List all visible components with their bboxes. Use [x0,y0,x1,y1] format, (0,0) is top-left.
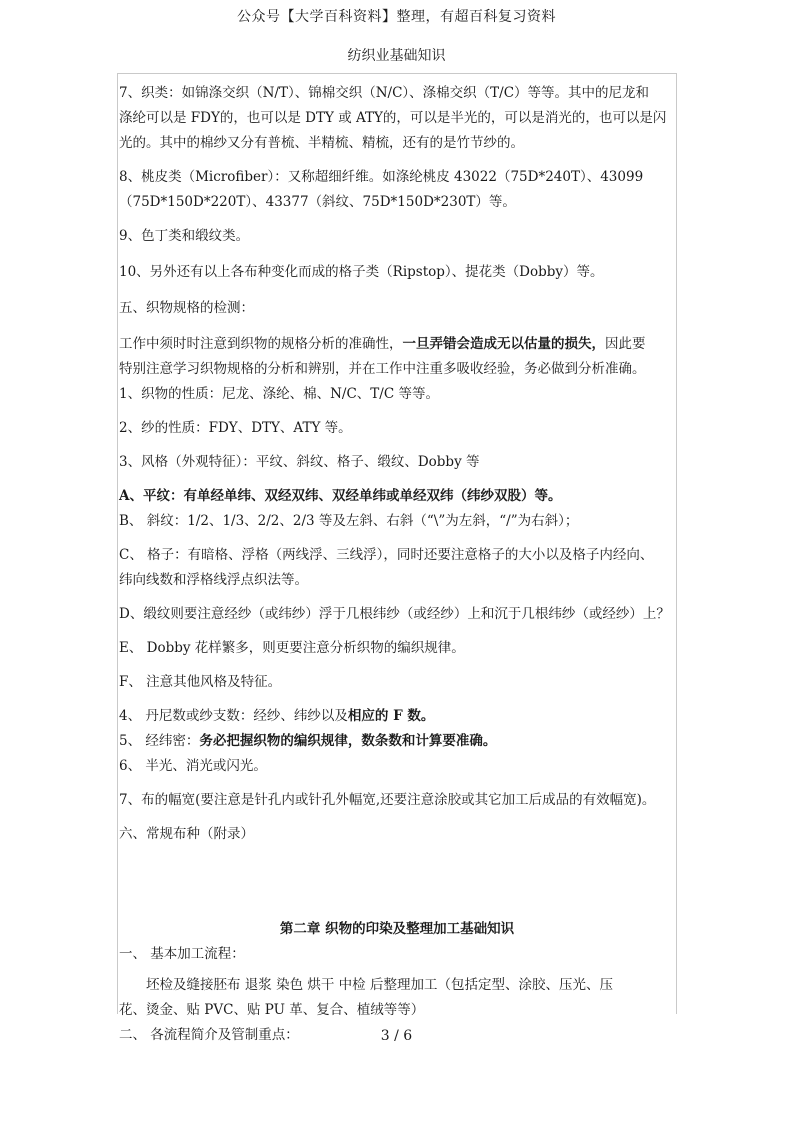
list-item: 2、纱的性质：FDY、DTY、ATY 等。 [119,420,352,436]
list-item [119,729,675,754]
paragraph-line: （75D*150D*220T）、43377（斜纹、75D*150D*230T）等。 [119,194,516,210]
paragraph-line: 涤纶可以是 FDY的，也可以是 DTY 或 ATY的，可以是半光的，可以是消光的，也可以是闪 [119,110,667,126]
paragraph-line: 坯检及缝接胚布 退浆 染色 烘干 中检 后整理加工（包括定型、涂胶、压光、压 [146,977,613,993]
paragraph-line: 光的。其中的棉纱又分有普梳、半精梳、精梳，还有的是竹节纱的。 [119,135,524,151]
paragraph-line: 花、烫金、贴 PVC、贴 PU 革、复合、植绒等等） [119,1002,425,1018]
section-heading: 五、织物规格的检测： [119,300,254,316]
paragraph-line: 10、另外还有以上各布种变化而成的格子类（Ripstop）、提花类（Dobby）等。 [119,264,604,280]
list-item: F、 注意其他风格及特征。 [119,674,282,690]
text-run: 因此要 [605,336,646,352]
page-number: 3 / 6 [380,1028,413,1044]
paragraph-line: 9、色丁类和缎纹类。 [119,228,250,244]
section-heading: 六、常规布种（附录） [119,826,254,842]
section-heading: 二、 各流程简介及管制重点： [119,1027,299,1043]
section-heading: 一、 基本加工流程： [119,946,245,962]
list-item: 6、 半光、消光或闪光。 [119,758,267,774]
list-item: 3、风格（外观特征）：平纹、斜纹、格子、缎纹、Dobby 等 [119,454,480,470]
list-item: D、缎纹则要注意经纱（或纬纱）浮于几根纬纱（或经纱）上和沉于几根纬纱（或经纱）上？ [119,606,670,622]
list-item: 1、织物的性质：尼龙、涤纶、棉、N/C、T/C 等等。 [119,386,439,402]
text-run: 工作中须时时注意到织物的规格分析的准确性， [119,336,403,352]
paragraph-line: 纬向线数和浮格线浮点织法等。 [119,572,308,588]
text-run: 4、 丹尼数或纱支数：经纱、纬纱以及 [119,708,348,724]
list-item [119,704,675,729]
list-item: C、 格子：有暗格、浮格（两线浮、三线浮），同时还要注意格子的大小以及格子内经向、 [119,547,654,563]
list-item [119,484,675,509]
paragraph-line: 特别注意学习织物规格的分析和辨别，并在工作中注重多吸收经验，务必做到分析准确。 [119,361,646,377]
document-body [119,81,675,1048]
text-run: 5、 经纬密： [119,733,200,749]
list-item: E、 Dobby 花样繁多，则更要注意分析织物的编织规律。 [119,640,465,656]
bold-text-run: 一旦弄错会造成无以估量的损失， [402,336,605,352]
document-title: 纺织业基础知识 [347,48,446,64]
list-item: 7、布的幅宽(要注意是针孔内或针孔外幅宽,还要注意涂胶或其它加工后成品的有效幅宽)。 [119,792,656,808]
paragraph-line: 7、织类：如锦涤交织（N/T）、锦棉交织（N/C）、涤棉交织（T/C）等等。其中的尼龙和 [119,85,650,101]
bold-text-run: A、平纹：有单经单纬、双经双纬、双经单纬或单经双纬（纬纱双股）等。 [119,488,562,504]
list-item: B、 斜纹：1/2、1/3、2/2、2/3 等及左斜、右斜（“\”为左斜，“/”为右斜）； [119,513,579,529]
bold-text-run: 务必把握织物的编织规律，数条数和计算要准确。 [199,733,497,749]
page-header: 公众号【大学百科资料】整理，有超百科复习资料 [237,9,556,25]
chapter-title: 第二章 织物的印染及整理加工基础知识 [279,921,515,937]
paragraph-line [119,332,675,357]
paragraph-line: 8、桃皮类（Microfiber）：又称超细纤维。如涤纶桃皮 43022（75D*240T）、43099 [119,169,644,185]
bold-text-run: 相应的 F 数。 [347,708,435,724]
